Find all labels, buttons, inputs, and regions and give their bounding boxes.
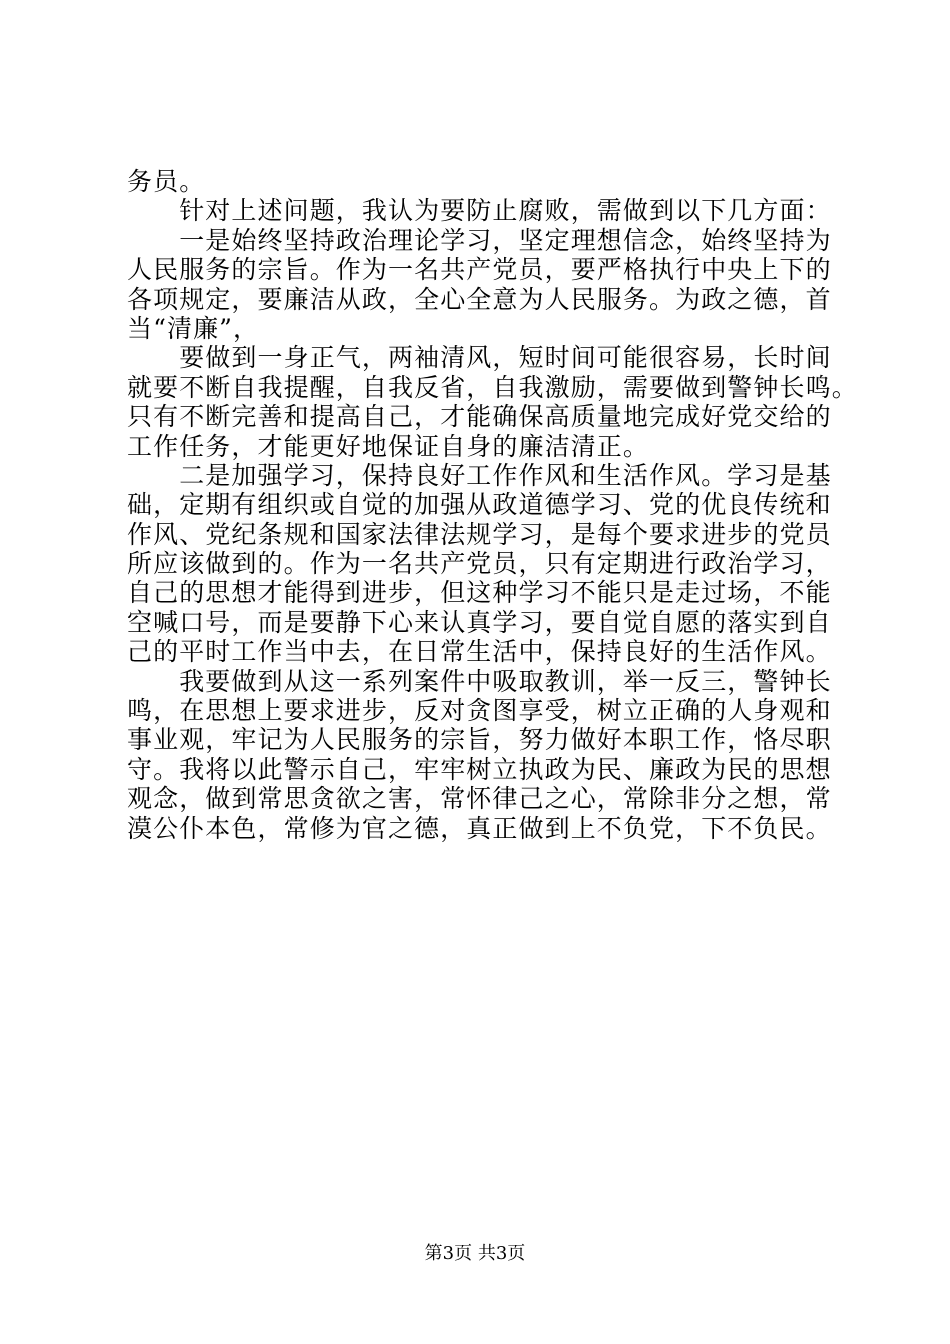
text-line: 事业观，牢记为人民服务的宗旨，努力做好本职工作，恪尽职 <box>127 725 832 755</box>
text-line: 己的平时工作当中去，在日常生活中，保持良好的生活作风。 <box>127 637 832 667</box>
text-line: 工作任务，才能更好地保证自身的廉洁清正。 <box>127 431 650 461</box>
text-line: 漠公仆本色，常修为官之德，真正做到上不负党，下不负民。 <box>127 813 832 843</box>
text-line: 鸣，在思想上要求进步，反对贪图享受，树立正确的人身观和 <box>127 696 832 726</box>
text-line: 就要不断自我提醒，自我反省，自我激励，需要做到警钟长鸣。 <box>127 372 858 402</box>
text-line: 一是始终坚持政治理论学习，坚定理想信念，始终坚持为 <box>127 225 832 255</box>
text-line: 空喊口号，而是要静下心来认真学习，要自觉自愿的落实到自 <box>127 607 832 637</box>
page-footer: 第3页 共3页 <box>424 1243 526 1264</box>
text-line: 自己的思想才能得到进步，但这种学习不能只是走过场，不能 <box>127 578 832 608</box>
text-line: 各项规定，要廉洁从政，全心全意为人民服务。为政之德，首 <box>127 284 832 314</box>
text-line: 务员。 <box>127 167 206 196</box>
text-line: 观念，做到常思贪欲之害，常怀律己之心，常除非分之想，常 <box>127 784 832 814</box>
text-line: 当“清廉”， <box>127 313 260 343</box>
text-line: 守。我将以此警示自己，牢牢树立执政为民、廉政为民的思想 <box>127 754 832 784</box>
text-line: 二是加强学习，保持良好工作作风和生活作风。学习是基 <box>127 460 832 490</box>
text-line: 所应该做到的。作为一名共产党员，只有定期进行政治学习， <box>127 549 832 579</box>
text-line: 要做到一身正气，两袖清风，短时间可能很容易，长时间 <box>127 343 832 373</box>
text-line: 只有不断完善和提高自己，才能确保高质量地完成好党交给的 <box>127 402 832 432</box>
text-line: 作风、党纪条规和国家法律法规学习，是每个要求进步的党员 <box>127 519 832 549</box>
text-line: 础，定期有组织或自觉的加强从政道德学习、党的优良传统和 <box>127 490 832 520</box>
body-text <box>127 167 858 843</box>
text-line: 人民服务的宗旨。作为一名共产党员，要严格执行中央上下的 <box>127 255 832 285</box>
text-line: 我要做到从这一系列案件中吸取教训，举一反三，警钟长 <box>127 666 832 696</box>
text-line: 针对上述问题，我认为要防止腐败，需做到以下几方面： <box>127 196 832 226</box>
